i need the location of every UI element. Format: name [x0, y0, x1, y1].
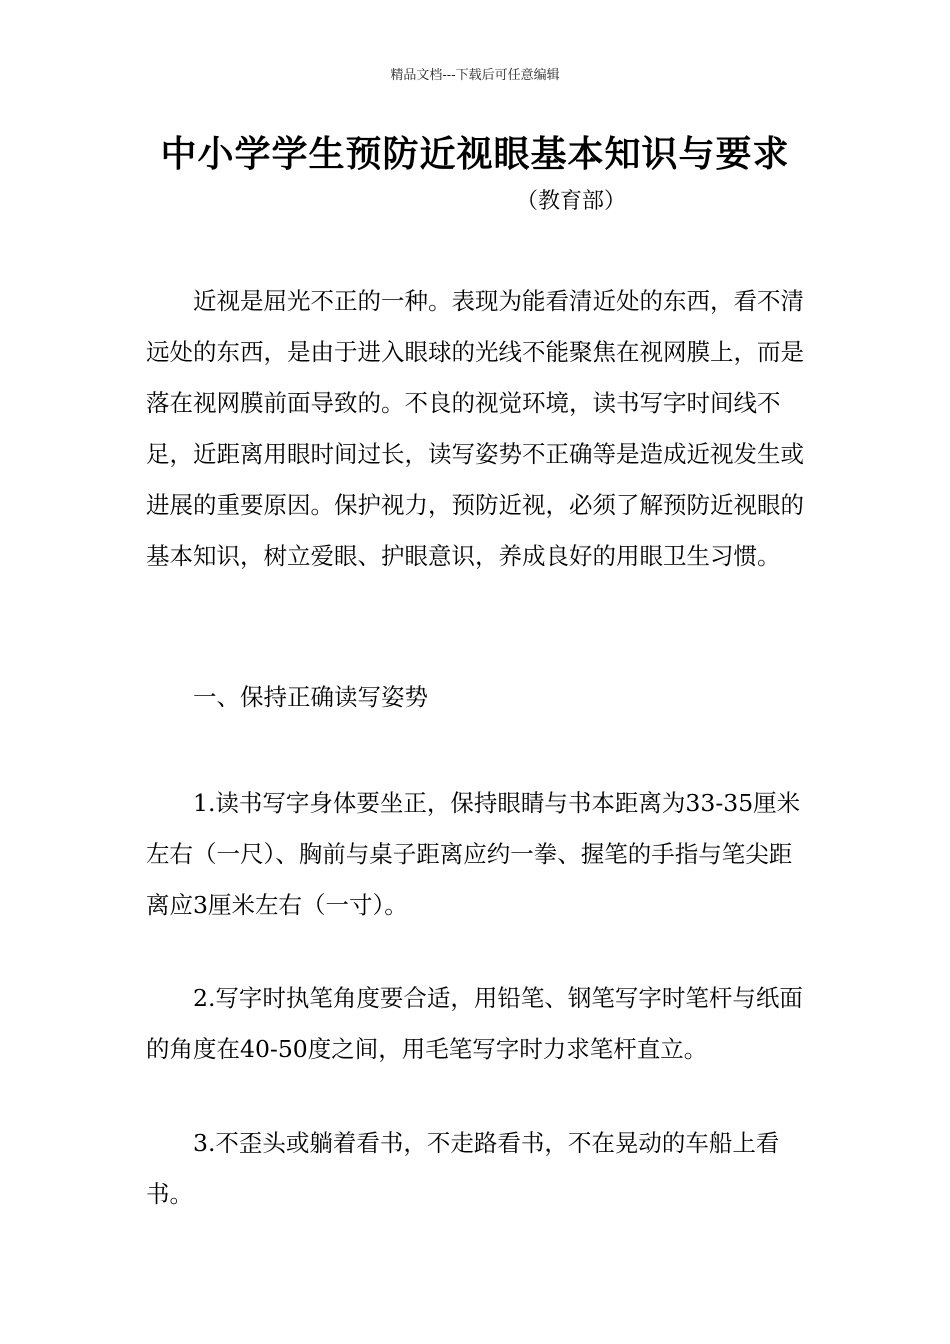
list-item: 3.不歪头或躺着看书，不走路看书，不在晃动的车船上看书。 — [146, 1129, 780, 1208]
page-header-note: 精品文档---下载后可任意编辑 — [390, 68, 560, 83]
section-heading: 一、保持正确读写姿势 — [193, 683, 428, 711]
list-item: 1.读书写字身体要坐正，保持眼睛与书本距离为33-35厘米左右（一尺）、胸前与桌子距离应约一拳、握笔的手指与笔尖距离应3厘米左右（一寸）。 — [146, 789, 801, 919]
document-subtitle: （教育部） — [516, 189, 627, 214]
document-title: 中小学学生预防近视眼基本知识与要求 — [160, 133, 790, 175]
list-item: 2.写字时执笔角度要合适，用铅笔、钢笔写字时笔杆与纸面的角度在40-50度之间，用毛笔写字时力求笔杆直立。 — [146, 984, 803, 1063]
intro-paragraph: 近视是屈光不正的一种。表现为能看清近处的东西，看不清远处的东西，是由于进入眼球的光线不能聚焦在视网膜上，而是落在视网膜前面导致的。不良的视觉环境，读书写字时间线不足，近距离用眼时间过长，读写姿势不正确等是造成近视发生或进展的重要原因。保护视力，预防近视，必须了解预防近视眼的基本知识，树立爱眼、护眼意识，养成良好的用眼卫生习惯。 — [146, 287, 804, 570]
